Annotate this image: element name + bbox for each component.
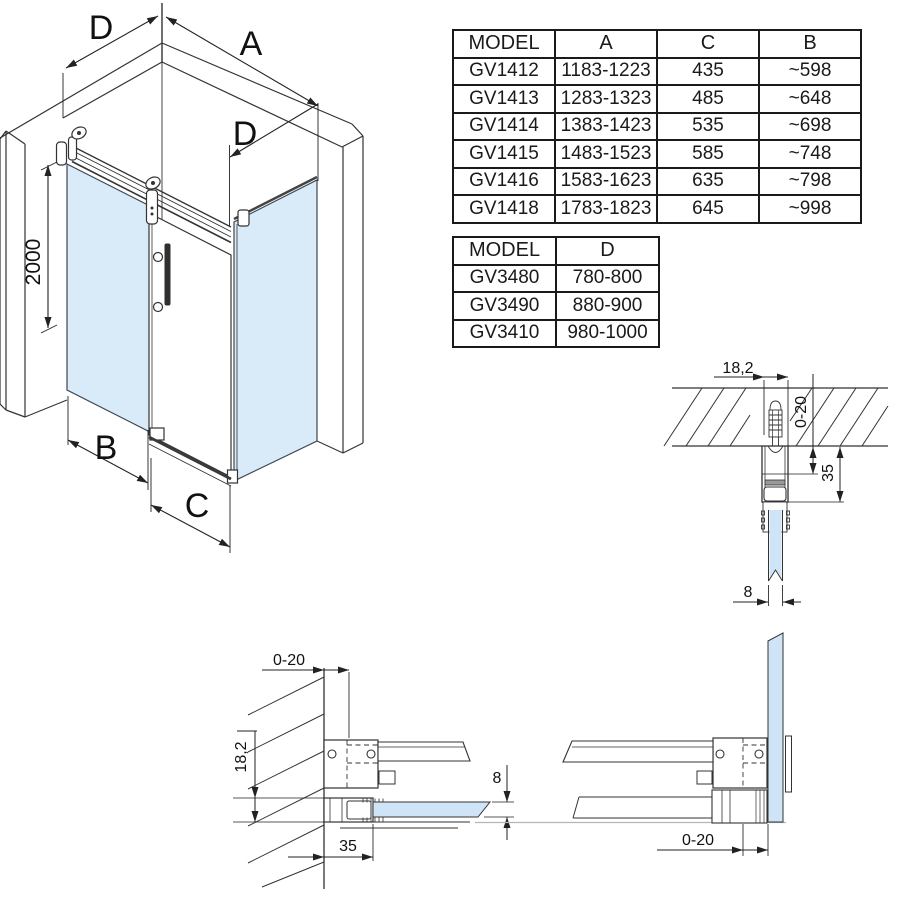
door-handle-bar	[165, 244, 171, 306]
dim-label-profile-depth: 35	[339, 838, 357, 855]
dim-label-adjust: 0-20	[793, 395, 810, 429]
table-cell: ~748	[759, 140, 861, 168]
screw-hole	[716, 750, 724, 758]
table-cell: 1383-1423	[555, 113, 657, 141]
column-header: MODEL	[453, 237, 556, 265]
dim-label-a: A	[239, 25, 263, 63]
table-row	[453, 265, 659, 293]
dim-label-profile-height: 35	[820, 464, 837, 482]
screw-hole	[755, 750, 763, 758]
iso-view	[0, 3, 363, 553]
table-cell: GV1416	[453, 168, 555, 196]
glass-pane-plan	[373, 802, 490, 817]
table-row	[453, 168, 861, 196]
glass-side-panel	[228, 177, 318, 483]
table-cell: 585	[657, 140, 759, 168]
table-row	[453, 292, 659, 320]
table-cell: GV1413	[453, 85, 555, 113]
table-cell: ~648	[759, 85, 861, 113]
wall-bracket	[324, 740, 378, 788]
plan-wall-detail	[233, 652, 514, 889]
table-cell: 1283-1323	[555, 85, 657, 113]
table-cell: 635	[657, 168, 759, 196]
side-panel-wall-clamp	[238, 210, 249, 226]
table-row	[453, 85, 861, 113]
table-row	[453, 195, 861, 223]
column-header: A	[555, 30, 657, 58]
table-cell: 435	[657, 58, 759, 86]
table-cell: GV1418	[453, 195, 555, 223]
table-header	[453, 237, 659, 265]
table-cell: 1583-1623	[555, 168, 657, 196]
model-table-depth	[452, 236, 660, 348]
table-cell: ~698	[759, 113, 861, 141]
table-cell: GV3490	[453, 292, 556, 320]
table-cell: 535	[657, 113, 759, 141]
dim-label-d-mid: D	[232, 115, 258, 153]
column-header: C	[657, 30, 759, 58]
bottom-rail-plan	[573, 797, 712, 818]
bracket-tab	[697, 771, 712, 784]
glass-fixed-panel	[67, 164, 150, 432]
wall-section-detail	[664, 360, 888, 606]
glass-door-panel	[149, 213, 231, 477]
table-cell: ~598	[759, 58, 861, 86]
table-cell: 485	[657, 85, 759, 113]
glass-pane-section	[769, 510, 783, 581]
door-knob	[154, 303, 163, 312]
table-header	[453, 30, 861, 58]
track-bar-plan	[378, 742, 470, 761]
table-row	[453, 58, 861, 86]
plan-corner-detail	[475, 633, 792, 856]
table-cell: 980-1000	[556, 320, 659, 348]
table-cell: ~998	[759, 195, 861, 223]
dim-label-depth: 18,2	[233, 741, 250, 773]
dim-label-width: 18,2	[722, 360, 754, 377]
dim-label-glass-thickness: 8	[743, 584, 753, 601]
model-table-main	[452, 29, 862, 224]
anchor-screw	[769, 401, 782, 446]
table-row	[453, 113, 861, 141]
dim-label-glass-thickness: 8	[492, 770, 502, 787]
column-header: D	[556, 237, 659, 265]
dim-label-d-left: D	[88, 9, 114, 47]
screw-hole	[367, 750, 375, 758]
column-header: MODEL	[453, 30, 555, 58]
dim-label-adjust: 0-20	[272, 652, 306, 669]
wall-bracket	[713, 738, 767, 788]
screw-hole	[328, 750, 336, 758]
roller-left	[57, 125, 89, 165]
dim-label-height: 2000	[22, 238, 45, 286]
table-cell: GV1412	[453, 58, 555, 86]
table-cell: 645	[657, 195, 759, 223]
dim-label-b: B	[94, 429, 118, 467]
table-cell: 1483-1523	[555, 140, 657, 168]
wall-hatching	[248, 668, 324, 889]
door-knob	[154, 253, 163, 262]
glass-side-panel-plan	[768, 633, 792, 822]
column-header: B	[759, 30, 861, 58]
table-cell: GV3410	[453, 320, 556, 348]
track-bar-plan	[563, 741, 713, 762]
dim-label-c: C	[184, 487, 210, 525]
table-cell: 1783-1823	[555, 195, 657, 223]
table-cell: 880-900	[556, 292, 659, 320]
table-cell: GV3480	[453, 265, 556, 293]
corner-profile-plan	[712, 790, 767, 823]
table-cell: ~798	[759, 168, 861, 196]
bracket-tab	[379, 771, 395, 784]
table-cell: GV1414	[453, 113, 555, 141]
roller-mid	[144, 175, 162, 224]
roller-housing	[764, 487, 786, 501]
table-cell: GV1415	[453, 140, 555, 168]
table-cell: 1183-1223	[555, 58, 657, 86]
table-row	[453, 320, 659, 348]
table-row	[453, 140, 861, 168]
table-cell: 780-800	[556, 265, 659, 293]
dim-label-adjust: 0-20	[681, 832, 715, 849]
